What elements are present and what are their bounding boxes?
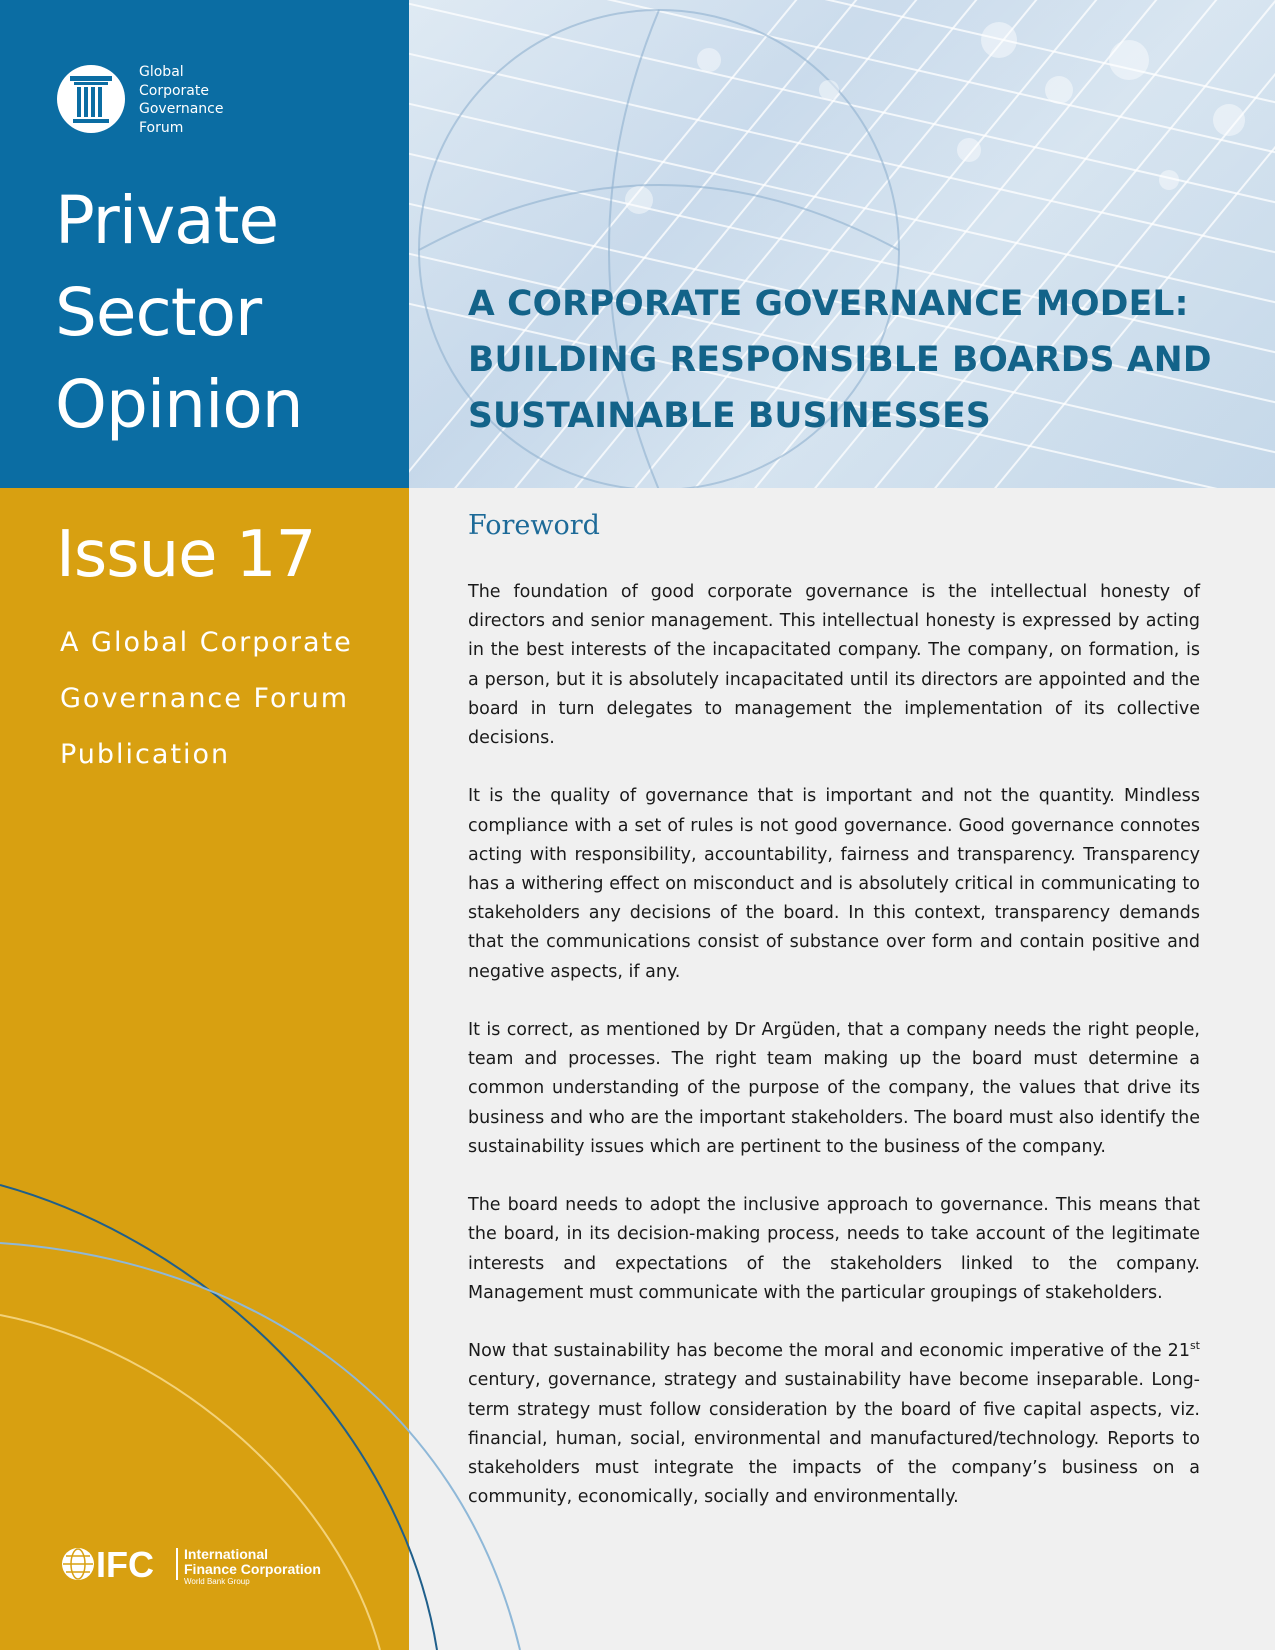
series-title-line: Opinion: [55, 366, 303, 443]
section-title: Foreword: [468, 510, 600, 541]
logo-line: Forum: [139, 119, 184, 136]
logo-line: Governance: [139, 101, 224, 117]
ifc-subline: World Bank Group: [184, 1577, 250, 1586]
issue-number: Issue 17: [56, 518, 316, 592]
series-title: [55, 175, 303, 451]
ifc-logo: [62, 1544, 352, 1590]
publication-line: Publication: [60, 739, 231, 770]
ifc-name-line1: International: [184, 1546, 269, 1562]
forum-logo: [56, 64, 126, 134]
paragraph: The foundation of good corporate governance is the intellectual honesty of directors and senior management. This intellectual honesty is expressed by acting in the best interests of the incapacitated company. The company, on formation, is a person, but it is absolutely incapacitated until its directors are appointed and the board in turn delegates to management the implementation of its collective decisions.: [468, 582, 1200, 749]
column-icon: [56, 64, 126, 134]
paragraph: It is the quality of governance that is important and not the quantity. Mindless compliance with a set of rules is not good governance. Good governance connotes acting with responsibility, accountability, fairness and transparency. Transparency has a withering effect on misconduct and is absolutely critical in communicating to stakeholders any decisions of the board. In this context, transparency demands that the communications consist of substance over form and contain positive and negative aspects, if any.: [468, 786, 1200, 982]
ifc-name-line2: Finance Corporation: [184, 1561, 321, 1577]
series-title-line: Private: [55, 182, 279, 259]
page-title-line: BUILDING RESPONSIBLE BOARDS AND: [468, 340, 1212, 380]
logo-line: Corporate: [139, 82, 209, 99]
publication-label: [60, 615, 353, 783]
ordinal-suffix: st: [1189, 1339, 1200, 1353]
paragraph-text: Now that sustainability has become the moral and economic imperative of the 21: [468, 1341, 1190, 1362]
series-title-line: Sector: [55, 274, 262, 351]
publication-line: A Global Corporate: [60, 627, 353, 658]
forum-logo-text: [139, 63, 223, 137]
paragraph: It is correct, as mentioned by Dr Argüden, that a company needs the right people, team and processes. The right team making up the board must determine a common understanding of the purpose of the company, the values that drive its business and who are the important stakeholders. The board must also identify the sustainability issues which are pertinent to the business of the company.: [468, 1020, 1200, 1157]
ifc-logo-graphic: [62, 1544, 352, 1586]
page-title-line: A CORPORATE GOVERNANCE MODEL:: [468, 284, 1189, 324]
page-title-line: SUSTAINABLE BUSINESSES: [468, 396, 991, 436]
publication-line: Governance Forum: [60, 683, 350, 714]
logo-line: Global: [139, 64, 184, 80]
body-text: [468, 578, 1200, 1542]
paragraph: The board needs to adopt the inclusive approach to governance. This means that the board, in its decision-making process, needs to take account of the legitimate interests and expectations of the stakeholders linked to the company. Management must communicate with the particular groupings of stakeholders.: [468, 1195, 1200, 1303]
paragraph-text: century, governance, strategy and sustainability have become inseparable. Long-term strategy must follow consideration by the board of five capital aspects, viz. financial, human, social, environmental and manufactured/technology. Reports to stakeholders must integrate the impacts of the company’s business on a community, economically, socially and environmentally.: [468, 1370, 1200, 1508]
ifc-mark: IFC: [96, 1544, 154, 1585]
paragraph: [468, 1337, 1200, 1512]
page-title: [468, 276, 1228, 444]
